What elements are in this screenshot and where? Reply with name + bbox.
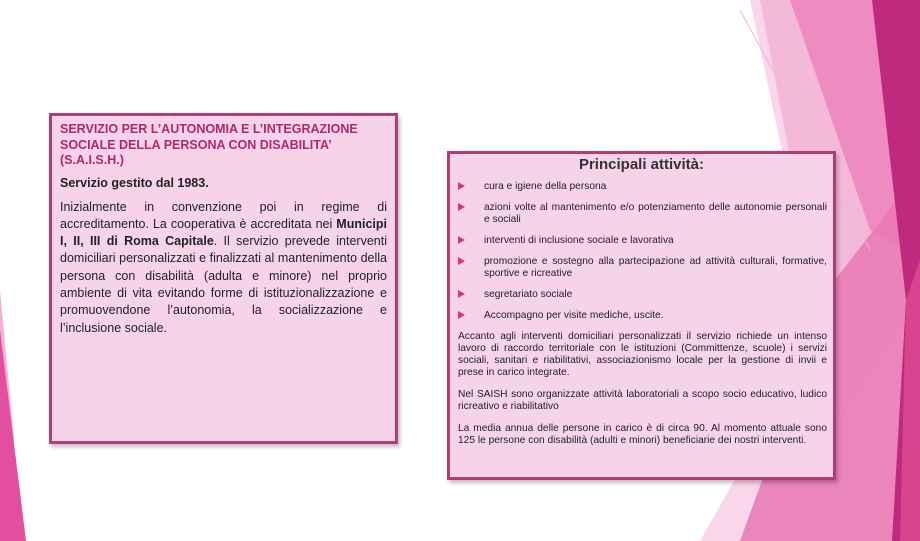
left-panel-title: SERVIZIO PER L’AUTONOMIA E L’INTEGRAZIONE SOCIALE DELLA PERSONA CON DISABILITA’ (S.A.I.S.H.) (60, 122, 358, 167)
activity-item (456, 310, 827, 322)
triangle-bullet-icon (458, 311, 465, 319)
activity-text: azioni volte al mantenimento e/o potenziamento delle autonomie personali e sociali (484, 202, 827, 225)
triangle-bullet-icon (458, 236, 465, 244)
activity-item (456, 256, 827, 280)
saish-info-panel (49, 113, 398, 444)
activity-text: promozione e sostegno alla partecipazione ad attività culturali, formative, sportive e ricreative (484, 256, 827, 279)
description-text-start: Inizialmente in convenzione poi in regime di accreditamento. La cooperativa è accreditata nei (60, 199, 387, 231)
triangle-bullet-icon (458, 257, 465, 265)
activities-paragraph-coordination: Accanto agli interventi domiciliari personalizzati il servizio richiede un intenso lavoro di raccordo territoriale con le istituzioni (Committenze, scuole) i servizi sociali, sanitari e riabilitativi, associazionismo locale per la gestione di invii e prese in carico integrate. (458, 331, 827, 378)
activity-item (456, 202, 827, 226)
description-municipalities: Municipi I, II, III di Roma Capitale (60, 216, 387, 249)
activity-text: segretariato sociale (484, 289, 573, 300)
triangle-bullet-icon (458, 290, 465, 298)
activities-paragraph-statistics: La media annua delle persone in carico è di circa 90. Al momento attuale sono 125 le persone con disabilità (adulti e minori) beneficiarie dei nostri interventi. (458, 423, 827, 446)
activity-text: interventi di inclusione sociale e lavorativa (484, 235, 674, 246)
description-text-end: . Il servizio prevede interventi domiciliari personalizzati e finalizzati al mantenimento della persona con disabilità (adulta e minore) nel proprio ambiente di vita evitando forme di istituzionalizzazione e promuovendone l’autonomia, la socializzazione e l’inclusione sociale. (60, 234, 387, 335)
activities-list (456, 181, 827, 322)
triangle-bullet-icon (458, 182, 465, 190)
left-panel-subtitle: Servizio gestito dal 1983. (60, 175, 209, 190)
activity-text: Accompagno per visite mediche, uscite. (484, 310, 664, 321)
activities-title: Principali attività: (578, 156, 705, 173)
activities-panel (447, 151, 836, 480)
activity-text: cura e igiene della persona (484, 181, 607, 192)
activity-item (456, 235, 827, 247)
activity-item (456, 289, 827, 301)
activity-item (456, 181, 827, 193)
left-panel-description (60, 199, 387, 337)
activities-paragraph-workshops: Nel SAISH sono organizzate attività laboratoriali a scopo socio educativo, ludico ricreativo e riabilitativo (458, 389, 827, 412)
triangle-bullet-icon (458, 203, 465, 211)
